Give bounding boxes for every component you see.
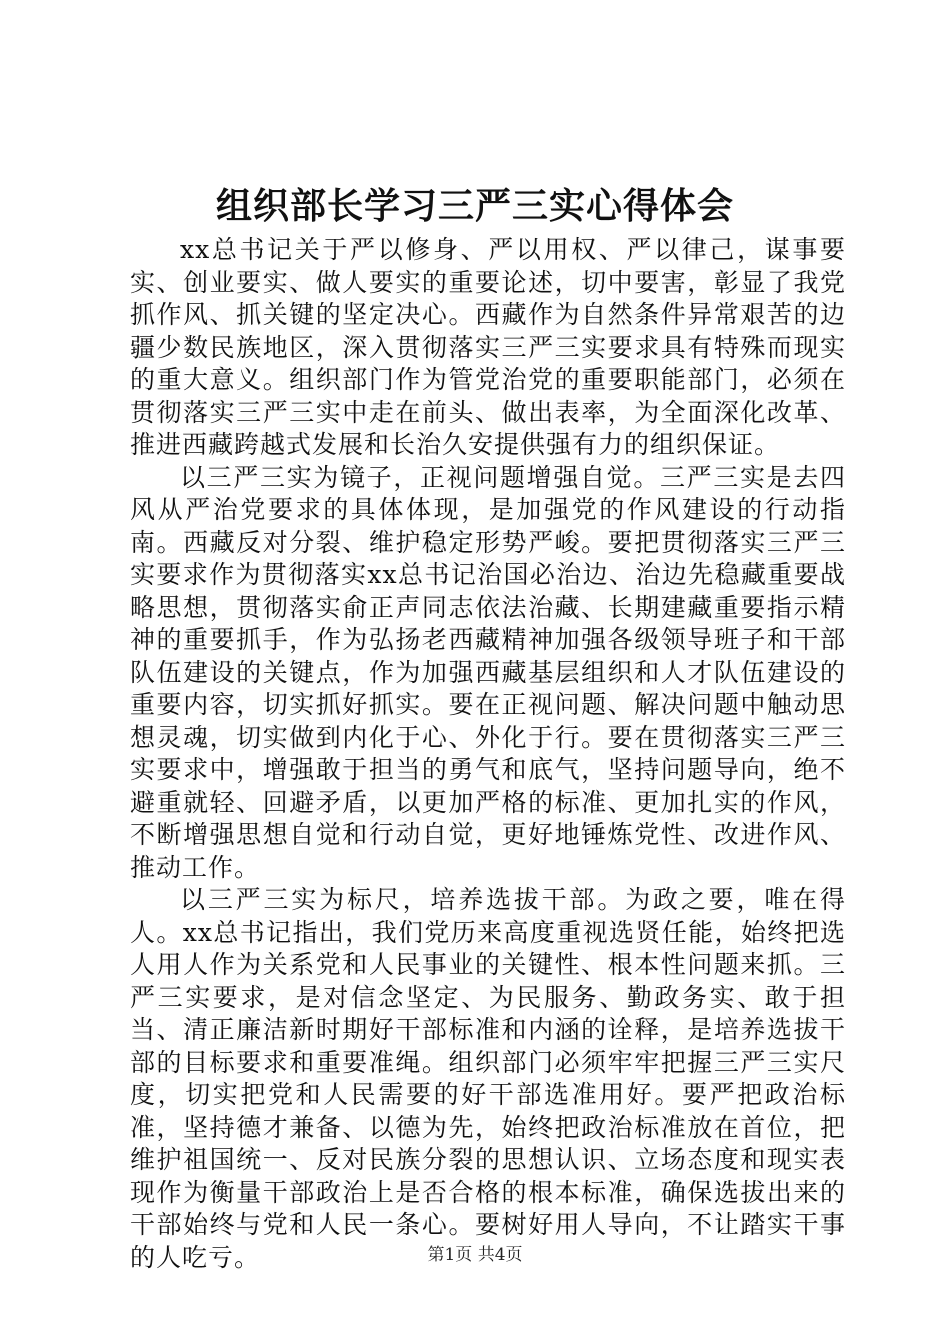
paragraph-2: 以三严三实为镜子，正视问题增强自觉。三严三实是去四风从严治党要求的具体体现，是加强党的作风建设的行动指南。西藏反对分裂、维护稳定形势严峻。要把贯彻落实三严三实要求作为贯彻落实xx总书记治国必治边、治边先稳藏重要战略思想，贯彻落实俞正声同志依法治藏、长期建藏重要指示精神的重要抓手，作为弘扬老西藏精神加强各级领导班子和干部队伍建设的关键点，作为加强西藏基层组织和人才队伍建设的重要内容，切实抓好抓实。要在正视问题、解决问题中触动思想灵魂，切实做到内化于心、外化于行。要在贯彻落实三严三实要求中，增强敢于担当的勇气和底气，坚持问题导向，绝不避重就轻、回避矛盾，以更加严格的标准、更加扎实的作风，不断增强思想自觉和行动自觉，更好地锤炼党性、改进作风、推动工作。 <box>130 462 846 882</box>
document-title: 组织部长学习三严三实心得体会 <box>215 185 734 227</box>
page-footer: 第1页 共4页 <box>427 1245 523 1265</box>
paragraph-3: 以三严三实为标尺，培养选拔干部。为政之要，唯在得人。xx总书记指出，我们党历来高度重视选贤任能，始终把选人用人作为关系党和人民事业的关键性、根本性问题来抓。三严三实要求，是对信念坚定、为民服务、勤政务实、敢于担当、清正廉洁新时期好干部标准和内涵的诠释，是培养选拔干部的目标要求和重要准绳。组织部门必须牢牢把握三严三实尺度，切实把党和人民需要的好干部选准用好。要严把政治标准，坚持德才兼备、以德为先，始终把政治标准放在首位，把维护祖国统一、反对民族分裂的思想认识、立场态度和现实表现作为衡量干部政治上是否合格的根本标准，确保选拔出来的干部始终与党和人民一条心。要树好用人导向，不让踏实干事的人吃亏。 <box>130 885 846 1272</box>
paragraph-1: xx总书记关于严以修身、严以用权、严以律己，谋事要实、创业要实、做人要实的重要论述，切中要害，彰显了我党抓作风、抓关键的坚定决心。西藏作为自然条件异常艰苦的边疆少数民族地区，深入贯彻落实三严三实要求具有特殊而现实的重大意义。组织部门作为管党治党的重要职能部门，必须在贯彻落实三严三实中走在前头、做出表率，为全面深化改革、推进西藏跨越式发展和长治久安提供强有力的组织保证。 <box>130 235 846 459</box>
document-body <box>130 234 846 1274</box>
